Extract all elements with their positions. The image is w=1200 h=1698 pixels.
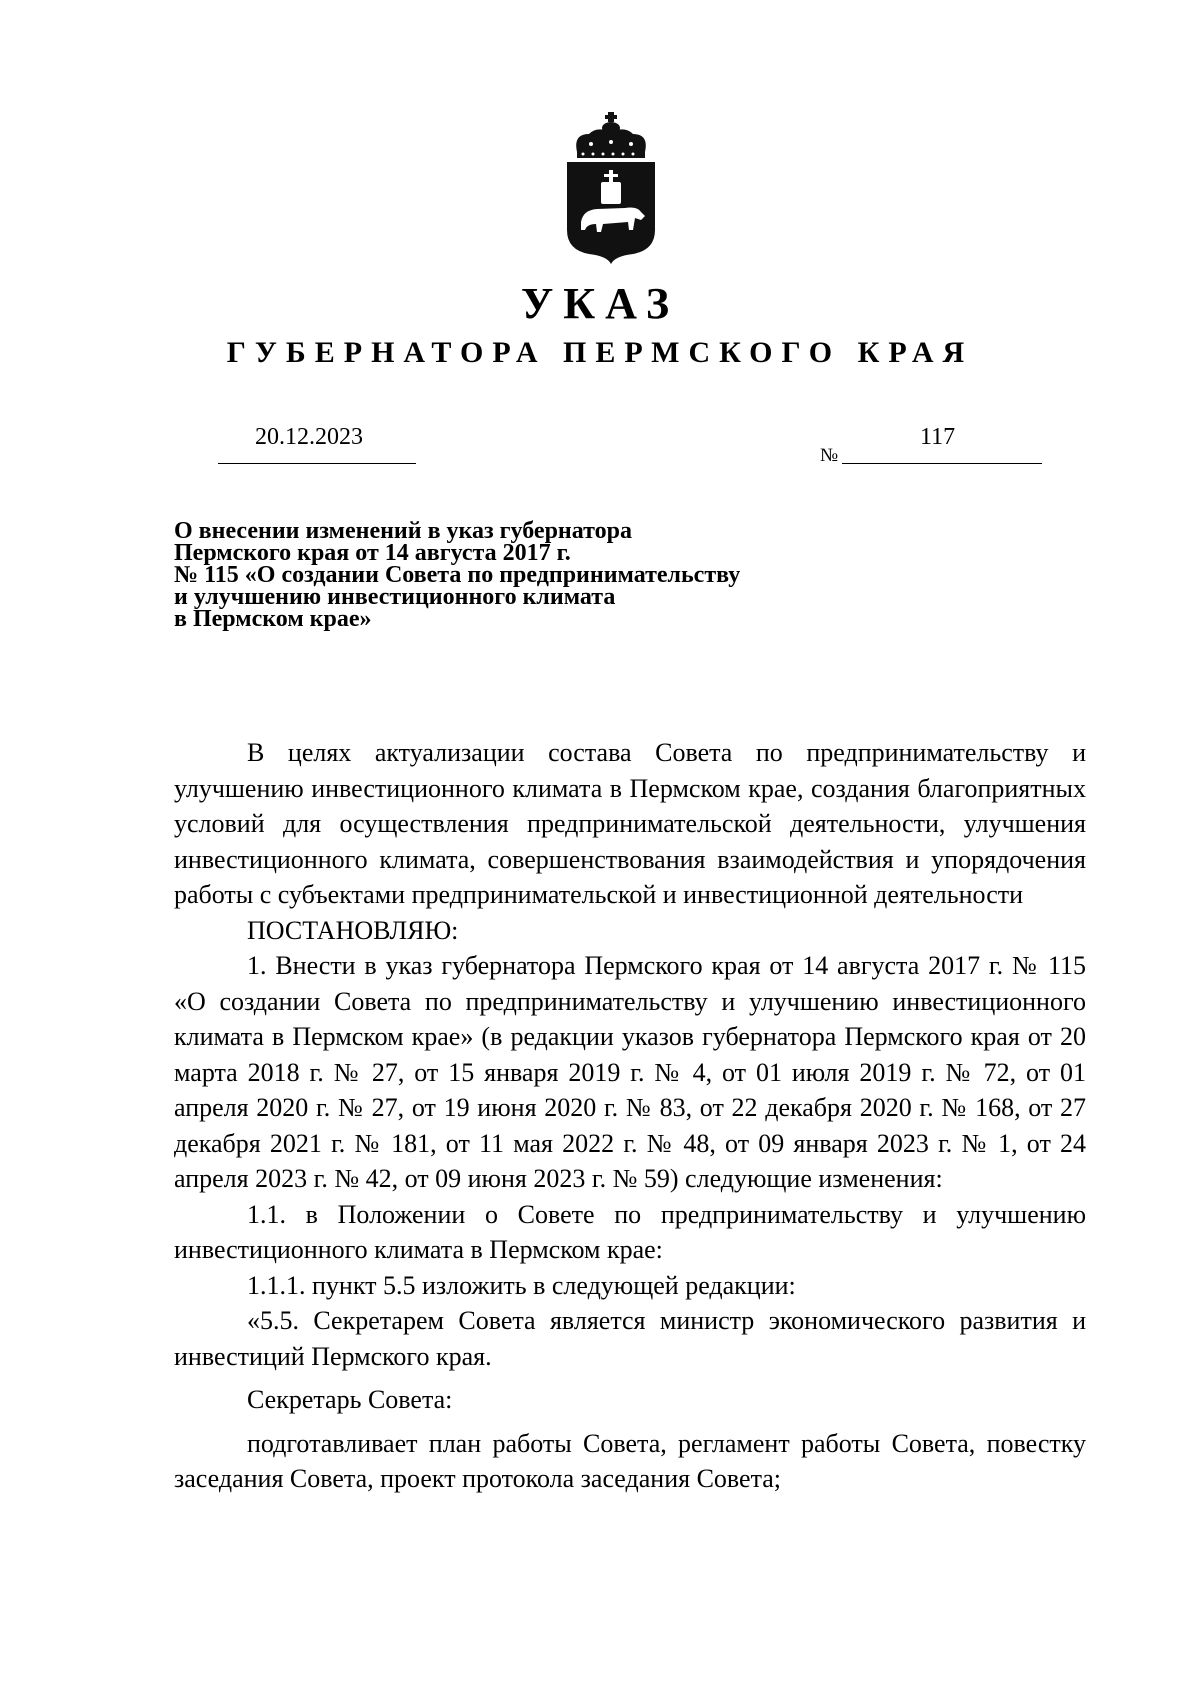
decree-heading <box>174 520 934 630</box>
clause-paragraph: Секретарь Совета: <box>247 1385 453 1414</box>
number-sign: № <box>820 445 839 466</box>
document-subtitle: ГУБЕРНАТОРА ПЕРМСКОГО КРАЯ <box>226 336 974 369</box>
decree-body <box>174 735 1086 1497</box>
clause-paragraph: подготавливает план работы Совета, регламент работы Совета, повестку заседания Совета, проект протокола заседания Совета; <box>174 1428 1086 1493</box>
coat-of-arms-icon <box>563 112 659 264</box>
clause-paragraph: 1. Внести в указ губернатора Пермского края от 14 августа 2017 г. № 115 «О создании Совета по предпринимательству и улучшению инвестиционного климата в Пермском крае» (в редакции указов губернатора Пермского края от 20 марта 2018 г. № 27, от 15 января 2019 г. № 4, от 01 июля 2019 г. № 72, от 01 апреля 2020 г. № 27, от 19 июня 2020 г. № 83, от 22 декабря 2020 г. № 168, от 27 декабря 2021 г. № 181, от 11 мая 2022 г. № 48, от 09 января 2023 г. № 1, от 24 апреля 2023 г. № 42, от 09 июня 2023 г. № 59) следующие изменения: <box>174 951 1086 1193</box>
heading-line: Пермского края от 14 августа 2017 г. <box>174 540 571 566</box>
clause-paragraph: «5.5. Секретарем Совета является министр экономического развития и инвестиций Пермского края. <box>174 1306 1086 1371</box>
heading-line: в Пермском крае» <box>174 606 372 632</box>
clause-paragraph: 1.1.1. пункт 5.5 изложить в следующей редакции: <box>247 1270 796 1300</box>
date-underline <box>218 463 416 464</box>
preamble-paragraph: В целях актуализации состава Совета по предпринимательству и улучшению инвестиционного климата в Пермском крае, создания благоприятных условий для осуществления предпринимательской деятельности, улучшения инвестиционного климата, совершенствования взаимодействия и упорядочения работы с субъектами предпринимательской и инвестиционной деятельности <box>174 738 1086 909</box>
heading-line: № 115 «О создании Совета по предпринимательству <box>174 562 741 588</box>
number-underline <box>842 463 1042 464</box>
decree-date: 20.12.2023 <box>255 424 363 450</box>
heading-line: и улучшению инвестиционного климата <box>174 584 616 610</box>
decree-number: 117 <box>920 424 956 450</box>
document-title: УКАЗ <box>520 279 680 328</box>
heading-line: О внесении изменений в указ губернатора <box>174 518 632 544</box>
clause-paragraph: 1.1. в Положении о Совете по предпринимательству и улучшению инвестиционного климата в Пермском крае: <box>174 1199 1086 1264</box>
resolution-word: ПОСТАНОВЛЯЮ: <box>247 915 459 945</box>
